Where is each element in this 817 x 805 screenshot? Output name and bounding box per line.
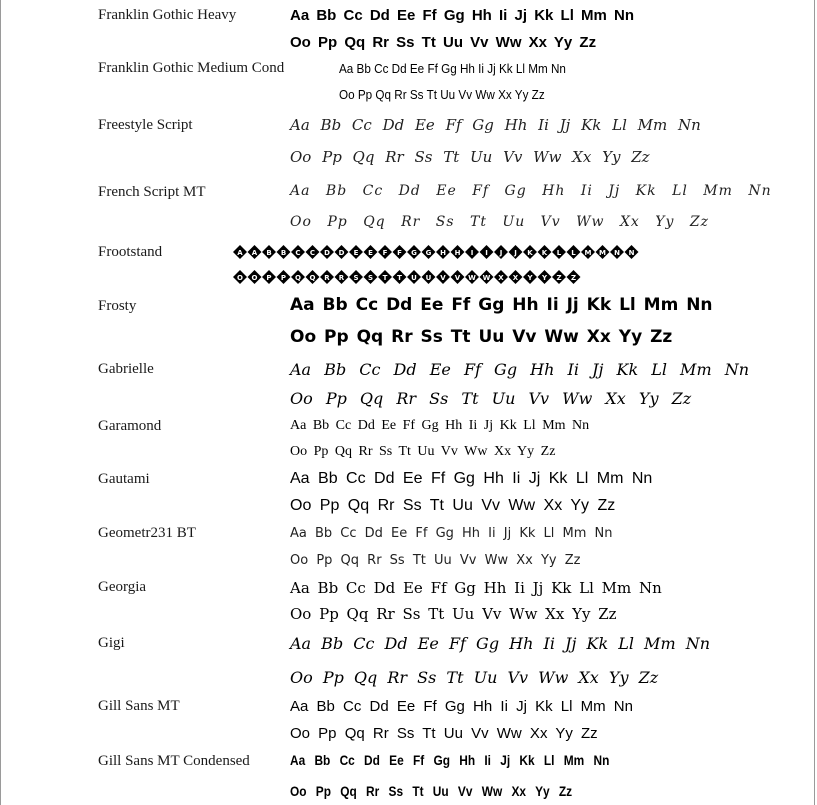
font-sample-line2: Oo Pp Qq Rr Ss Tt Uu Vv Ww Xx Yy Zz bbox=[290, 444, 556, 459]
frootstand-letter: H bbox=[454, 249, 461, 257]
font-sample-line1: Aa Bb Cc Dd Ee Ff Gg Hh Ii Jj Kk Ll Mm Nn bbox=[290, 698, 633, 715]
font-sample-line1: Aa Bb Cc Dd Ee Ff Gg Hh Ii Jj Kk Ll Mm Nn bbox=[290, 579, 662, 597]
frootstand-letter: Z bbox=[556, 274, 562, 282]
frootstand-letter: G bbox=[411, 249, 417, 257]
font-sample-line2: Oo Pp Qq Rr Ss Tt Uu Vv Ww Xx Yy Zz bbox=[290, 783, 573, 799]
frootstand-letter: E bbox=[368, 249, 373, 257]
frootstand-letter: Z bbox=[570, 274, 577, 282]
font-sample-line1: Aa Bb Cc Dd Ee Ff Gg Hh Ii Jj Kk Ll Mm Nn bbox=[290, 752, 610, 768]
font-name-frosty: Frosty bbox=[98, 298, 137, 314]
frootstand-letter: U bbox=[425, 274, 432, 282]
frootstand-letter: B bbox=[280, 249, 287, 257]
frootstand-letter: B bbox=[266, 249, 272, 257]
frootstand-letter: C bbox=[309, 249, 316, 257]
font-sample-line2: Oo Pp Qq Rr Ss Tt Uu Vv Ww Xx Yy Zz bbox=[290, 725, 598, 742]
frootstand-letter: N bbox=[614, 249, 620, 257]
frootstand-diamond-glyphs bbox=[233, 243, 723, 287]
frootstand-letter: R bbox=[324, 274, 330, 282]
font-sample-line2: Oo Pp Qq Rr Ss Tt Uu Vv Ww Xx Yy Zz bbox=[290, 34, 597, 51]
frootstand-letter: F bbox=[397, 249, 402, 257]
frootstand-letter: L bbox=[571, 249, 576, 257]
font-name-geometr231-bt: Geometr231 BT bbox=[98, 525, 196, 541]
font-sample-line2: Oo Pp Qq Rr Ss Tt Uu Vv Ww Xx Yy Zz bbox=[339, 87, 545, 102]
frootstand-letter: Y bbox=[541, 274, 548, 282]
font-sample-line2: Oo Pp Qq Rr Ss Tt Uu Vv Ww Xx Yy Zz bbox=[290, 327, 673, 347]
frootstand-letter: W bbox=[482, 274, 491, 282]
frootstand-letter: S bbox=[367, 274, 374, 282]
page-right-border bbox=[814, 0, 815, 805]
font-sample-line1: Aa Bb Cc Dd Ee Ff Gg Hh Ii Jj Kk Ll Mm Nn bbox=[290, 360, 749, 379]
frootstand-letter: G bbox=[425, 249, 432, 257]
font-sample-line2: Oo Pp Qq Rr Ss Tt Uu Vv Ww Xx Yy Zz bbox=[290, 668, 659, 687]
frootstand-letter: T bbox=[382, 274, 388, 282]
frootstand-letter: E bbox=[353, 249, 359, 257]
frootstand-letter: T bbox=[397, 274, 402, 282]
frootstand-letter: X bbox=[498, 274, 504, 282]
frootstand-letter: J bbox=[514, 249, 517, 257]
font-sample-line1: Aa Bb Cc Dd Ee Ff Gg Hh Ii Jj Kk Ll Mm Nn bbox=[290, 116, 701, 134]
frootstand-letter: D bbox=[324, 249, 330, 257]
frootstand-letter: A bbox=[237, 249, 243, 257]
frootstand-letter: I bbox=[485, 249, 488, 257]
font-name-gabrielle: Gabrielle bbox=[98, 361, 154, 377]
font-name-frootstand: Frootstand bbox=[98, 244, 163, 260]
frootstand-letter: X bbox=[512, 274, 519, 282]
frootstand-letter: D bbox=[338, 249, 345, 257]
font-sample-line1: Aa Bb Cc Dd Ee Ff Gg Hh Ii Jj Kk Ll Mm Nn bbox=[290, 183, 772, 199]
frootstand-letter: P bbox=[266, 274, 272, 282]
frootstand-letter: Y bbox=[527, 274, 533, 282]
font-sample-line1: Aa Bb Cc Dd Ee Ff Gg Hh Ii Jj Kk Ll Mm Nn bbox=[290, 470, 653, 487]
frootstand-letter: V bbox=[454, 274, 461, 282]
font-sample-line1: Aa Bb Cc Dd Ee Ff Gg Hh Ii Jj Kk Ll Mm Nn bbox=[290, 7, 635, 24]
frootstand-letter: Q bbox=[295, 274, 301, 282]
frootstand-letter: A bbox=[251, 249, 258, 257]
frootstand-letter: J bbox=[499, 249, 503, 257]
font-sample-line1: Aa Bb Cc Dd Ee Ff Gg Hh Ii Jj Kk Ll Mm Nn bbox=[290, 526, 613, 541]
frootstand-letter: L bbox=[556, 249, 562, 257]
font-name-gigi: Gigi bbox=[98, 635, 125, 651]
font-sample-line1: Aa Bb Cc Dd Ee Ff Gg Hh Ii Jj Kk Ll Mm Nn bbox=[290, 295, 713, 315]
font-sample-line1: Aa Bb Cc Dd Ee Ff Gg Hh Ii Jj Kk Ll Mm Nn bbox=[290, 634, 710, 653]
font-sample-line2: Oo Pp Qq Rr Ss Tt Uu Vv Ww Xx Yy Zz bbox=[290, 148, 650, 166]
font-sample-line1: Aa Bb Cc Dd Ee Ff Gg Hh Ii Jj Kk Ll Mm Nn bbox=[290, 418, 590, 433]
frootstand-letter: V bbox=[440, 274, 446, 282]
font-name-freestyle-script: Freestyle Script bbox=[98, 117, 193, 133]
font-name-french-script-mt: French Script MT bbox=[98, 184, 206, 200]
font-sample-line2: Oo Pp Qq Rr Ss Tt Uu Vv Ww Xx Yy Zz bbox=[290, 214, 709, 230]
font-sample-line1: Aa Bb Cc Dd Ee Ff Gg Hh Ii Jj Kk Ll Mm Nn bbox=[339, 61, 566, 76]
font-sample-line2: Oo Pp Qq Rr Ss Tt Uu Vv Ww Xx Yy Zz bbox=[290, 497, 616, 514]
frootstand-letter: W bbox=[468, 274, 476, 282]
font-name-gill-sans-mt: Gill Sans MT bbox=[98, 698, 180, 714]
frootstand-letter: M bbox=[599, 249, 606, 257]
font-sample-line2: Oo Pp Qq Rr Ss Tt Uu Vv Ww Xx Yy Zz bbox=[290, 553, 581, 568]
font-name-georgia: Georgia bbox=[98, 579, 147, 595]
frootstand-letter: K bbox=[527, 249, 533, 257]
font-sample-line2: Oo Pp Qq Rr Ss Tt Uu Vv Ww Xx Yy Zz bbox=[290, 605, 617, 623]
frootstand-letter: M bbox=[584, 249, 592, 257]
frootstand-letter: O bbox=[251, 274, 258, 282]
page-left-border bbox=[0, 0, 1, 805]
font-name-franklin-gothic-heavy: Franklin Gothic Heavy bbox=[98, 7, 237, 23]
frootstand-letter: C bbox=[295, 249, 301, 257]
frootstand-letter: F bbox=[382, 249, 388, 257]
frootstand-letter: Q bbox=[309, 274, 316, 282]
font-name-franklin-gothic-medium-cond: Franklin Gothic Medium Cond bbox=[98, 60, 285, 76]
frootstand-letter: O bbox=[237, 274, 243, 282]
frootstand-letter: I bbox=[470, 249, 474, 257]
font-name-gill-sans-mt-condensed: Gill Sans MT Condensed bbox=[98, 753, 250, 769]
font-sample-line2: Oo Pp Qq Rr Ss Tt Uu Vv Ww Xx Yy Zz bbox=[290, 389, 692, 408]
font-name-gautami: Gautami bbox=[98, 471, 150, 487]
frootstand-letter: S bbox=[353, 274, 359, 282]
frootstand-letter: K bbox=[541, 249, 548, 257]
frootstand-letter: R bbox=[338, 274, 345, 282]
frootstand-letter: P bbox=[280, 274, 287, 282]
frootstand-letter: N bbox=[628, 249, 635, 257]
frootstand-letter: U bbox=[411, 274, 417, 282]
frootstand-letter: H bbox=[440, 249, 446, 257]
font-name-garamond: Garamond bbox=[98, 418, 162, 434]
